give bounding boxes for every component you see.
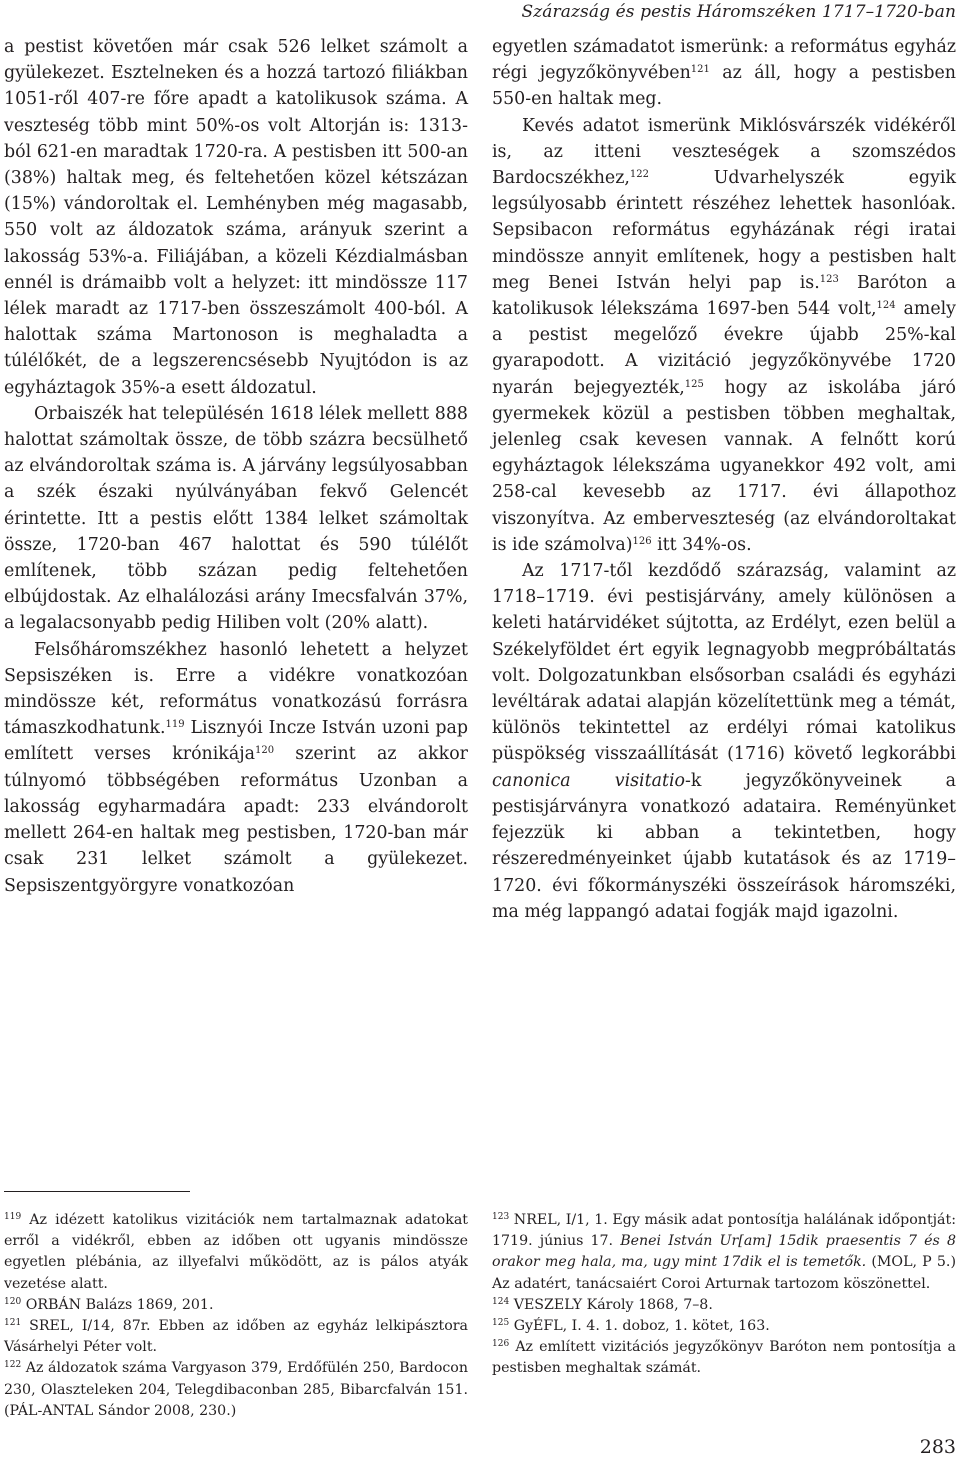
footnote-ref[interactable]: 122 (629, 169, 649, 181)
footnote-ref[interactable]: 124 (876, 300, 896, 312)
paragraph: a pestist követően már csak 526 lelket számolt a gyülekezet. Esztelneken és a hozzá tartozó filiákban 1051-ről 407-re főre apadt a katolikusok száma. A veszteség több mint 50%-os volt Altorján is: 1313-ból 621-en maradtak 1720-ra. A pestisben itt 500-an (38%) haltak meg, és feltehetően közel kétszázan (15%) vándoroltak el. Lemhényben még magasabb, 550 volt az áldozatok száma, arányuk szerint a lakosság 53%-a. Filiájában, a közeli Kézdialmásban ennél is drámaibb volt a helyzet: itt mindössze 117 lélek maradt az 1717-ben összeszámolt 400-ból. A halottak száma Martonoson is meghaladta a túlélőkét, de a legszerencsésebb Nyujtódon is az egyháztagok 35%-a esett áldozatul. (4, 37, 468, 398)
footnote: $^{123}$ NREL, I/1, 1. Egy másik adat pontosítja halálának időpontját: 1719. június 17. Benei István Ur[am] 15dik praesentis 7 és 8 orakor meg hala, ma, ugy mint 17dik el is temetők. (MOL, P 5.) Az adatért, tanácsaiért Coroi Arturnak tartozom köszönettel. (492, 1212, 956, 1292)
running-header: Szárazság és pestis Háromszéken 1717–1720-ban (521, 2, 956, 22)
paragraph: egyetlen számadatot ismerünk: a református egyház régi jegyzőkönyvében$^{121}$ az áll, hogy a pestisben 550-en haltak meg. (492, 37, 957, 110)
right-column (492, 34, 956, 925)
footnotes-right (492, 1210, 956, 1380)
footnote: $^{124}$ VESZELY Károly 1868, 7–8. (492, 1296, 713, 1313)
footnote-separator (4, 1191, 190, 1192)
footnote-ref[interactable]: 125 (684, 378, 704, 390)
footnote-ref[interactable]: 121 (690, 64, 710, 76)
footnote-ref[interactable]: 120 (254, 745, 275, 757)
footnote-ref[interactable]: 126 (632, 535, 652, 547)
page-number: 283 (919, 1436, 956, 1458)
footnote: $^{122}$ Az áldozatok száma Vargyason 379, Erdőfülén 250, Bardocon 230, Olasztelеken 204, Telegdibaconban 285, Bibarcfalván 151. (PÁL-ANTAL Sándor 2008, 230.) (4, 1360, 468, 1419)
footnote-ref[interactable]: 123 (819, 273, 839, 285)
paragraph: Orbaiszék hat településén 1618 lélek mellett 888 halottat számoltak össze, de több százra becsülhető az elvándoroltak száma is. A járvány legsúlyosabban a szék északi nyúlványában fekvő Gelencét érintette. Itt a pestis előtt 1384 lelket számoltak össze, 1720-ban 467 halottat és 590 túlélőt említenek, több százan pedig feltehetően elbújdostak. Az elhalálozási arány Imecsfalván 37%, a legalacsonyabb pedig Hiliben volt (20% alatt). (4, 403, 468, 634)
paragraph: Kevés adatot ismerünk Miklósvárszék vidékéről is, az itteni veszteségek a szomszédos Bardocszékhez,$^{122}$ Udvarhelyszék egyik legsúlyosabb érintett részéhez lehettek hasonlóak. Sepsibacon református egyházának régi iratai mindössze annyit említenek, hogy a pestisben halt meg Benei István helyi pap is.$^{123}$ Barόton a katolikusok lélekszáma 1697-ben 544 volt,$^{124}$ amely a pestist megelőző évekre újabb 25%-kal gyarapodott. A vizitáció jegyzőkönyvébe 1720 nyarán bejegyezték,$^{125}$ hogy az iskolába járó gyermekek közül a pestisben többen meghaltak, jelenleg csak kevesen vannak. A felnőtt korú egyháztagok lélekszáma ugyanekkor 492 volt, ami 258-cal kevesebb az 1717. évi állapothoz viszonyítva. Az emberveszteség (az elvándoroltakat is ide számolva)$^{126}$ itt 34%-os. (492, 115, 956, 555)
paragraph: Felsőháromszékhez hasonló lehetett a helyzet Sepsiszéken is. Erre a vidékre vonatkozóan mindössze két, református vonatkozású forrásra támaszkodhatunk.$^{119}$ Lisznyói Incze István uzoni pap említett verses krónikája$^{120}$ szerint az akkor túlnyomó többségében református Uzonban a lakosság egyharmadára apadt: 233 elvándorolt mellett 264-en haltak meg pestisben, 1720-ban már csak 231 lelket számolt a gyülekezet. Sepsiszentgyörgyre vonatkozóan (4, 639, 468, 896)
footnote: $^{119}$ Az idézett katolikus vizitációk nem tartalmaznak adatokat erről a vidékről, ebben az időben ott ugyanis mindössze egyetlen plébánia, az illyefalvi működött, az is pálos atyák vezetése alatt. (4, 1212, 468, 1292)
footnote: $^{121}$ SREL, I/14, 87r. Ebben az időben az egyház lelkipásztora Vásárhelyi Péter volt. (4, 1318, 468, 1356)
footnote: $^{120}$ ORBÁN Balázs 1869, 201. (4, 1296, 214, 1313)
footnote: $^{126}$ Az említett vizitációs jegyzőkönyv Barόton nem pontosítja a pestisben meghaltak számát. (492, 1339, 956, 1377)
footnote: $^{125}$ GyÉFL, I. 4. 1. doboz, 1. kötet, 163. (492, 1318, 770, 1335)
paragraph: Az 1717-től kezdődő szárazság, valamint az 1718–1719. évi pestisjárvány, amely különösen a keleti határvidéket sújtotta, az Erdélyt, ezen belül a Székelyföldet ért egyik legnagyobb megpróbáltatás volt. Dolgozatunkban elsősorban családi és egyházi levéltárak adatai alapján közelítettünk meg a témát, különös tekintettel az erdélyi római katolikus püspökség visszaállítását (1716) követő legkorábbi canonica visitatio-k jegyzőkönyveinek a pestisjárványra vonatkozó adataira. Reményünket fejezzük ki abban a tekintetben, hogy részeredményeinket újabb kutatások és az 1719–1720. évi főkormányszéki összeírások háromszéki, ma még lappangó adatai fogják majd igazolni. (492, 561, 956, 922)
footnotes-left (4, 1210, 468, 1422)
footnote-ref[interactable]: 119 (165, 719, 185, 731)
left-column (4, 34, 468, 899)
